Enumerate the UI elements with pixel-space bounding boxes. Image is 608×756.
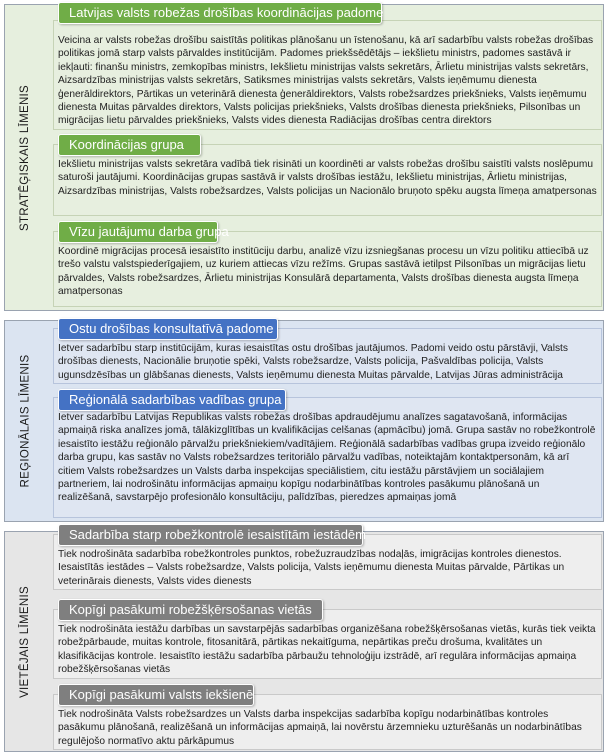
block-coordination-group: [53, 134, 602, 216]
block-body: Tiek nodrošināta iestāžu darbības un savstarpējās sadarbības organizēšana robežšķērsošanas vietās, kurās tiek veikta robežpārbaude, muitas kontrole, fitosanitārā, pārtikas nekaitīguma, nepārtikas preču drošuma, kvalitātes un klasifikācijas kontrole. Iesaistīto iestāžu sadarbība pārbaužu tehnoloģiju izstrādē, arī regulāra informācijas apmaiņa robežšķērsošanas vietās: [53, 609, 602, 679]
block-coordination-council: [53, 2, 602, 130]
block-joint-inland-measures: [53, 684, 602, 750]
block-title: Kopīgi pasākumi robežšķērsošanas vietās: [58, 599, 323, 621]
block-title: Ostu drošības konsultatīvā padome: [58, 318, 278, 340]
block-port-security-council: [53, 318, 602, 384]
block-title: Reģionālā sadarbības vadības grupa: [58, 389, 286, 411]
block-title: Vīzu jautājumu darba grupa: [58, 221, 218, 243]
block-body: Ietver sadarbību starp institūcijām, kuras iesaistītas ostu drošības jautājumos. Padomi veido ostu pārstāvji, Valsts drošības dienests, Nacionālie bruņotie spēki, Valsts robežsardze, Valsts policija, Pašvaldības policija, Valsts ugunsdzēsības un glābšanas dienests, Valsts ieņēmumu dienesta Muitas pārvalde, Latvijas Jūras administrācija: [53, 328, 602, 384]
block-title: Sadarbība starp robežkontrolē iesaistītām iestādēm: [58, 524, 363, 546]
block-regional-cooperation-group: [53, 389, 602, 518]
block-body: Tiek nodrošināta sadarbība robežkontroles punktos, robežuzraudzības nodaļās, imigrācijas kontroles dienestos. Iesaistītās iestādes – Valsts robežsardze, Valsts policija, Valsts ieņēmumu dienesta Muitas pārvalde, Pārtikas un veterinārais dienests, Valsts vides dienests: [53, 534, 602, 590]
block-title: Koordinācijas grupa: [58, 134, 201, 156]
block-body: Tiek nodrošināta Valsts robežsardzes un Valsts darba inspekcijas sadarbība kopīgu nodarbinātības kontroles pasākumu plānošanā, realizēšanā un informācijas apmaiņā, lai novērstu ārzemnieku uzturēšanās un nodarbinātības regulējošo normatīvo aktu pārkāpumus: [53, 694, 602, 750]
local-level-label: VIETĒJAIS LĪMENIS: [19, 585, 32, 698]
block-border-control-cooperation: [53, 524, 602, 590]
block-visa-working-group: [53, 221, 602, 307]
block-body: Iekšlietu ministrijas valsts sekretāra vadībā tiek risināti un koordinēti ar valsts robežas drošību saistīti valsts noslēpumu saturoši jautājumi. Koordinācijas grupas sastāvā ir valsts drošības iestāžu, Iekšlietu ministrijas, Ārlietu ministrijas, Aizsardzības ministrijas, Valsts robežsardzes, Valsts policijas un Nacionālo bruņoto spēku augsta līmeņa amatpersonas: [53, 144, 602, 216]
block-body: Ietver sadarbību Latvijas Republikas valsts robežas drošības apdraudējumu analīzes sagatavošanā, informācijas apmaiņā riska analīzes jomā, tālākizglītības un kvalifikācijas celšanas (apmācību) jomā. Grupa sastāv no robežkontrolē iesaistīto iestāžu reģionālo pārvalžu priekšniekiem/vadītājiem. Reģionālā sadarbības vadības grupa izveido reģionālo darba grupu, kas sastāv no Valsts robežsardzes teritoriālo pārvalžu vadības, noteiktajām kontaktpersonām, kā arī citiem Valsts robežsardzes un Valsts darba inspekcijas speciālistiem, citu iestāžu pārstāvjiem un sociālajiem partneriem, lai nodrošinātu informācijas apmaiņu kopīgu nodarbinātības kontroles pasākumu plānošanā un realizēšanā, savstarpējo profesionālo konsultāciju, palīdzības, pieredzes apmaiņas jomā: [53, 397, 602, 518]
block-title: Latvijas valsts robežas drošības koordinācijas padome: [58, 2, 382, 24]
strategic-level-label: STRATĒĢISKAIS LĪMENIS: [19, 84, 32, 231]
block-title: Kopīgi pasākumi valsts iekšienē: [58, 684, 254, 706]
block-body: Koordinē migrācijas procesā iesaistīto institūciju darbu, analizē vīzu izsniegšanas procesu un vīzu politiku attiecībā uz trešo valstu valstspiederīgajiem, uz kuriem attiecas vīzu režīms. Grupas sastāvā ietilpst Pilsonības un migrācijas lietu pārvaldes, Valsts robežsardzes, Ārlietu ministrijas Konsulārā departamenta, Valsts drošības dienesta augsta līmeņa amatpersonas: [53, 231, 602, 307]
regional-level-label: REĢIONĀLAIS LĪMENIS: [19, 354, 31, 488]
block-joint-border-crossing-measures: [53, 599, 602, 679]
block-body: Veicina ar valsts robežas drošību saistītās politikas plānošanu un īstenošanu, kā arī sadarbību valsts robežas drošības politikas jomā starp valsts pārvaldes institūcijām. Padomes priekšsēdētājs – iekšlietu ministrs, padomes sastāvā ir iekļauti: finanšu ministrs, zemkopības ministrs, Iekšlietu ministrijas valsts sekretārs, Ārlietu ministrijas valsts sekretārs, Aizsardzības ministrijas valsts sekretārs, Satiksmes ministrijas valsts sekretārs, Valsts ieņēmumu dienesta ģenerāldirektors, Pārtikas un veterinārā dienesta ģenerāldirektors, Valsts robežsardzes priekšnieks, Valsts ieņēmumu dienesta Muitas pārvaldes direktors, Valsts policijas priekšnieks, Valsts drošības dienesta priekšnieks, Pilsonības un migrācijas lietu pārvaldes priekšnieks, Valsts vides dienesta Radiācijas drošības centra direktors: [53, 20, 602, 130]
